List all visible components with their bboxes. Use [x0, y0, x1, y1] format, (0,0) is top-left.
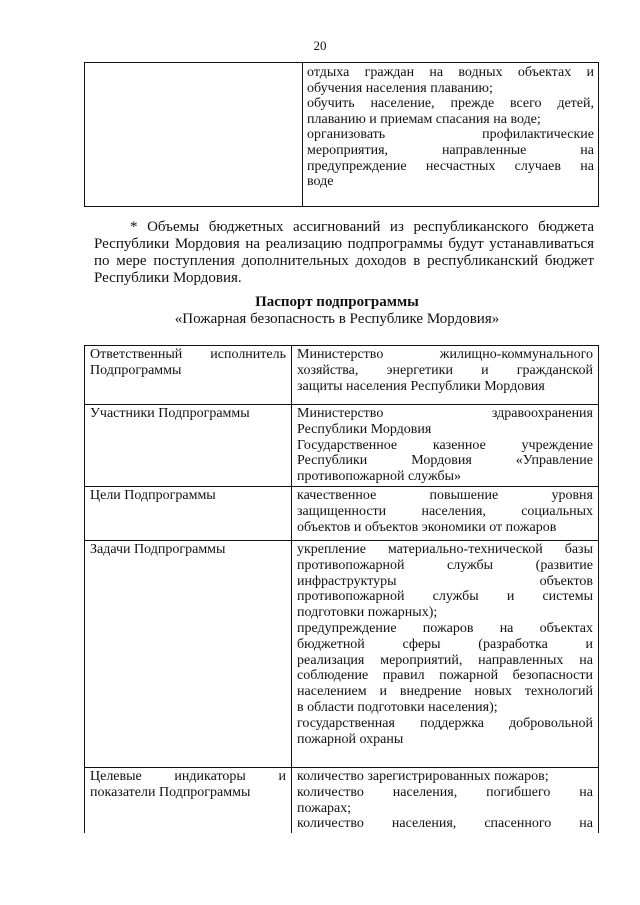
label-line: Подпрограммы — [90, 362, 182, 378]
value-line: инфраструктуры объектов — [297, 573, 593, 589]
passport-table — [84, 345, 599, 833]
value-line: Государственное казенное учреждение — [297, 437, 593, 453]
value-line: противопожарной службы» — [297, 469, 461, 485]
row-label-cell — [85, 405, 292, 487]
budget-footnote — [94, 219, 594, 287]
text-line: обучения населения плаванию; — [307, 80, 493, 96]
label-line: Участники Подпрограммы — [90, 406, 250, 421]
value-line: бюджетной сферы (разработка и — [297, 636, 593, 652]
value-line: в области подготовки населения); — [297, 699, 498, 715]
footnote-line: Республики Мордовия на реализацию подпрограммы будут устанавливаться — [94, 236, 594, 252]
empty-left-cell — [85, 63, 303, 207]
table-row — [85, 486, 599, 540]
passport-title: Паспорт подпрограммы — [255, 294, 419, 310]
footnote-line: * Объемы бюджетных ассигнований из республиканского бюджета — [130, 219, 594, 235]
table-row — [85, 767, 599, 833]
value-line: реализация мероприятий, направленных на — [297, 652, 593, 668]
continued-table — [84, 62, 599, 207]
row-value-cell — [292, 486, 599, 540]
label-line: Задачи Подпрограммы — [90, 541, 226, 557]
value-line: пожарной охраны — [297, 731, 404, 747]
footnote-line: по мере поступления дополнительных доходов в республиканский бюджет — [94, 253, 594, 269]
value-line: количество населения, погибшего на — [297, 784, 593, 800]
value-line: Республики Мордовия «Управление — [297, 453, 593, 469]
passport-heading — [84, 294, 590, 328]
label-line: показатели Подпрограммы — [90, 784, 251, 800]
row-value-cell — [292, 767, 599, 833]
value-line: Министерство жилищно-коммунального — [297, 347, 593, 362]
value-line: пожарах; — [297, 800, 352, 816]
row-label-cell — [85, 540, 292, 767]
table-row — [85, 346, 599, 405]
value-line: количество населения, спасенного на — [297, 816, 593, 832]
row-value-cell — [292, 405, 599, 487]
value-line: защиты населения Республики Мордовия — [297, 378, 545, 394]
text-line: плаванию и приемам спасания на воде; — [307, 111, 541, 127]
page-number: 20 — [313, 38, 327, 53]
text-line: обучить население, прежде всего детей, — [307, 96, 594, 112]
value-line: противопожарной службы и системы — [297, 589, 593, 605]
label-line: Ответственный исполнитель — [90, 347, 286, 362]
label-line: Целевые индикаторы и — [90, 768, 286, 784]
row-label-cell — [85, 767, 292, 833]
value-line: защищенности населения, социальных — [297, 503, 593, 519]
row-value-cell — [292, 540, 599, 767]
value-line: Министерство здравоохранения — [297, 406, 593, 421]
table-row — [85, 63, 599, 207]
row-value-cell — [292, 346, 599, 405]
value-line: подготовки пожарных); — [297, 605, 438, 621]
value-line: противопожарной службы (развитие — [297, 557, 593, 573]
table-row — [85, 540, 599, 767]
value-line: населением и внедрение новых технологий — [297, 684, 593, 700]
value-line: Республики Мордовия — [297, 421, 432, 437]
row-label-cell — [85, 346, 292, 405]
text-line: воде — [307, 174, 334, 190]
value-line: государственная поддержка добровольной — [297, 715, 593, 731]
value-line: объектов и объектов экономики от пожаров — [297, 519, 557, 535]
text-line: организовать профилактические — [307, 127, 594, 143]
row-label-cell — [85, 486, 292, 540]
value-line: соблюдение правил пожарной безопасности — [297, 668, 593, 684]
text-line: отдыха граждан на водных объектах и — [307, 65, 594, 80]
value-line: количество зарегистрированных пожаров; — [297, 768, 549, 784]
value-line: качественное повышение уровня — [297, 487, 593, 503]
label-line: Цели Подпрограммы — [90, 487, 216, 503]
text-line: мероприятия, направленные на — [307, 142, 594, 158]
value-line: предупреждение пожаров на объектах — [297, 620, 593, 636]
table-row — [85, 405, 599, 487]
footnote-line: Республики Мордовия. — [94, 270, 242, 286]
value-line: укрепление материально-технической базы — [297, 541, 593, 557]
value-line: хозяйства, энергетики и гражданской — [297, 362, 593, 378]
passport-subtitle: «Пожарная безопасность в Республике Мордовия» — [174, 311, 500, 327]
continued-text-cell — [303, 63, 599, 207]
text-line: предупреждение несчастных случаев на — [307, 158, 594, 174]
